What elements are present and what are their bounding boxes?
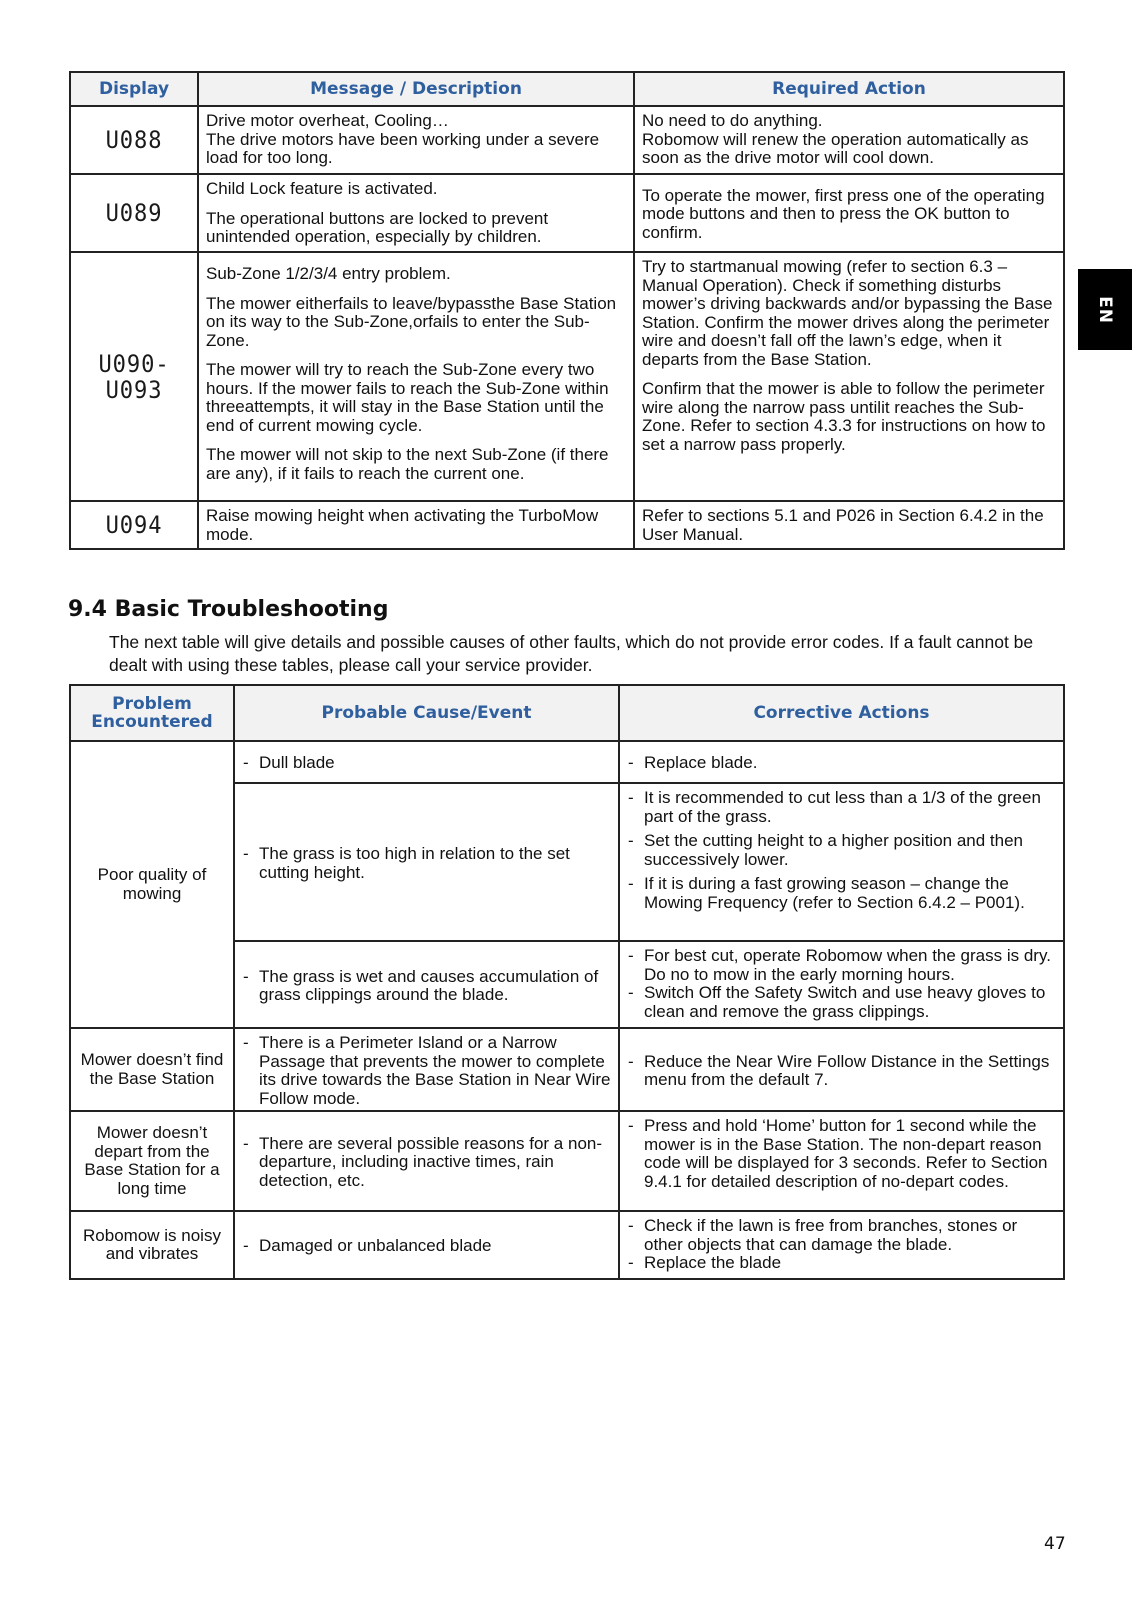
- list-item: - Replace blade.: [626, 754, 1057, 773]
- action-cell: [634, 174, 1064, 252]
- header-required-action: Required Action: [634, 72, 1064, 106]
- message-text: The drive motors have been working under a severe load for too long.: [206, 129, 600, 167]
- error-code-cell: [70, 106, 198, 174]
- message-text: The operational buttons are locked to prevent unintended operation, especially by children.: [206, 208, 549, 246]
- actions-cell: [619, 941, 1064, 1028]
- page-number: 47: [1044, 1534, 1066, 1554]
- action-text: To operate the mower, first press one of the operating mode buttons and then to press the OK button to confirm.: [642, 185, 1045, 242]
- cause-text: The grass is too high in relation to the set cutting height.: [259, 844, 570, 882]
- action-text: Replace the blade: [644, 1253, 782, 1272]
- troubleshooting-table: [69, 684, 1065, 1280]
- actions-cell: [619, 783, 1064, 941]
- action-cell: [634, 106, 1064, 174]
- action-text: Robomow will renew the operation automatically as soon as the drive motor will cool down.: [642, 129, 1029, 167]
- actions-cell: [619, 1111, 1064, 1211]
- list-item: - The grass is wet and causes accumulation of grass clippings around the blade.: [241, 968, 612, 1005]
- message-text: Sub-Zone 1/2/3/4 entry problem.: [206, 264, 451, 283]
- action-text: Reduce the Near Wire Follow Distance in the Settings menu from the default 7.: [644, 1051, 1050, 1089]
- list-item: - There is a Perimeter Island or a Narrow Passage that prevents the mower to complete its drive towards the Base Station in Near Wire Follow mode.: [243, 1033, 611, 1108]
- cause-cell: [234, 1111, 619, 1211]
- list-item: - For best cut, operate Robomow when the grass is dry. Do no to mow in the early morning hours.: [626, 947, 1057, 984]
- table-row: [70, 174, 1064, 252]
- message-text: Child Lock feature is activated.: [206, 179, 438, 198]
- table-row: [70, 501, 1064, 549]
- cause-cell: [234, 741, 619, 783]
- problem-cell: Mower doesn’t depart from the Base Station for a long time: [70, 1111, 234, 1211]
- action-text: Confirm that the mower is able to follow the perimeter wire along the narrow pass untilit reaches the Sub-Zone. Refer to section 4.3.3 for instructions on how to set a narrow pass properly.: [642, 379, 1046, 454]
- language-tab: [1078, 269, 1132, 350]
- list-item: - Check if the lawn is free from branches, stones or other objects that can damage the blade.: [626, 1217, 1057, 1254]
- action-text: Switch Off the Safety Switch and use heavy gloves to clean and remove the grass clippings.: [644, 983, 1046, 1021]
- message-text: The mower will try to reach the Sub-Zone every two hours. If the mower fails to reach the Sub-Zone within threeattempts, it will stay in the Base Station until the end of current mowing cycle.: [206, 360, 609, 435]
- action-text: If it is during a fast growing season – change the Mowing Frequency (refer to Section 6.4.2 – P001).: [644, 874, 1025, 912]
- section-intro: The next table will give details and possible causes of other faults, which do not provide error codes. If a fault cannot be dealt with using these tables, please call your service provider.: [109, 632, 1034, 675]
- message-text: Drive motor overheat, Cooling…: [206, 111, 449, 130]
- problem-cell: Robomow is noisy and vibrates: [70, 1211, 234, 1279]
- cause-cell: [234, 1028, 619, 1111]
- message-cell: [198, 106, 634, 174]
- error-code: U089: [105, 199, 163, 227]
- message-text: The mower eitherfails to leave/bypassthe Base Station on its way to the Sub-Zone,orfails to enter the Sub-Zone.: [206, 293, 617, 350]
- header-problem: Problem Encountered: [70, 685, 234, 741]
- cause-cell: [234, 941, 619, 1028]
- action-cell: [634, 252, 1064, 501]
- table-row: [70, 741, 1064, 783]
- cause-text: Damaged or unbalanced blade: [259, 1236, 492, 1256]
- cause-text: There is a Perimeter Island or a Narrow Passage that prevents the mower to complete its drive towards the Base Station in Near Wire Follow mode.: [259, 1033, 611, 1108]
- list-item: - The grass is too high in relation to the set cutting height.: [241, 845, 612, 882]
- message-text: Raise mowing height when activating the TurboMow mode.: [206, 506, 599, 544]
- language-tab-label: EN: [1095, 295, 1115, 324]
- action-text: Try to startmanual mowing (refer to section 6.3 – Manual Operation). Check if something disturbs mower’s driving backwards and/or bypassing the Base Station. Confirm the mower drives along the perimeter wire and doesn’t fall off the lawn’s edge, when it departs from the Base Station.: [642, 257, 1053, 369]
- header-cause: Probable Cause/Event: [234, 685, 619, 741]
- error-code: U090-: [98, 349, 170, 378]
- list-item: - There are several possible reasons for a non-departure, including inactive times, rain detection, etc.: [241, 1135, 612, 1191]
- table-row: [70, 106, 1064, 174]
- action-text: Press and hold ‘Home’ button for 1 second while the mower is in the Base Station. The non-depart reason code will be displayed for 3 seconds. Refer to Section 9.4.1 for detailed description of no-depart codes.: [644, 1116, 1048, 1191]
- header-corrective-actions: Corrective Actions: [619, 685, 1064, 741]
- actions-cell: [619, 1028, 1064, 1111]
- action-text: Set the cutting height to a higher position and then successively lower.: [644, 831, 1023, 869]
- list-item: - It is recommended to cut less than a 1/3 of the green part of the grass.: [626, 789, 1057, 826]
- list-item: - Damaged or unbalanced blade: [241, 1237, 612, 1256]
- cause-text: The grass is wet and causes accumulation of grass clippings around the blade.: [259, 966, 599, 1004]
- action-text: It is recommended to cut less than a 1/3 of the green part of the grass.: [644, 788, 1041, 826]
- problem-cell: Mower doesn’t find the Base Station: [70, 1028, 234, 1111]
- ts-table-header-row: [70, 685, 1064, 741]
- list-item: - Press and hold ‘Home’ button for 1 second while the mower is in the Base Station. The non-depart reason code will be displayed for 3 seconds. Refer to Section 9.4.1 for detailed description of no-depart codes.: [626, 1117, 1057, 1191]
- error-code-cell: [70, 252, 198, 501]
- header-message: Message / Description: [198, 72, 634, 106]
- header-display: Display: [70, 72, 198, 106]
- list-item: - Set the cutting height to a higher position and then successively lower.: [626, 832, 1057, 869]
- list-item: - Switch Off the Safety Switch and use heavy gloves to clean and remove the grass clippings.: [626, 984, 1057, 1021]
- error-code-table: [69, 71, 1065, 550]
- action-text: Replace blade.: [644, 753, 758, 773]
- table-row: [70, 1111, 1064, 1211]
- cause-text: There are several possible reasons for a non-departure, including inactive times, rain detection, etc.: [259, 1133, 603, 1190]
- list-item: - Replace the blade: [626, 1254, 1057, 1273]
- list-item: - Dull blade: [241, 754, 612, 773]
- action-text: Refer to sections 5.1 and P026 in Section 6.4.2 in the User Manual.: [642, 506, 1044, 544]
- error-code: U088: [105, 126, 163, 154]
- action-cell: [634, 501, 1064, 549]
- cause-cell: [234, 1211, 619, 1279]
- actions-cell: [619, 741, 1064, 783]
- section-title: 9.4 Basic Troubleshooting: [68, 597, 389, 622]
- problem-cell: Poor quality of mowing: [70, 741, 234, 1028]
- error-code: U094: [105, 511, 163, 539]
- table-row: [70, 252, 1064, 501]
- error-table-header-row: [70, 72, 1064, 106]
- message-text: The mower will not skip to the next Sub-Zone (if there are any), if it fails to reach the current one.: [206, 445, 609, 483]
- table-row: [70, 1028, 1064, 1111]
- action-text: Check if the lawn is free from branches, stones or other objects that can damage the blade.: [644, 1216, 1018, 1254]
- actions-cell: [619, 1211, 1064, 1279]
- error-code-cell: [70, 174, 198, 252]
- message-cell: [198, 252, 634, 501]
- message-cell: [198, 501, 634, 549]
- error-code: U093: [105, 375, 163, 404]
- cause-cell: [234, 783, 619, 941]
- list-item: - If it is during a fast growing season – change the Mowing Frequency (refer to Section 6.4.2 – P001).: [626, 875, 1057, 912]
- cause-text: Dull blade: [259, 753, 335, 773]
- list-item: - Reduce the Near Wire Follow Distance in the Settings menu from the default 7.: [626, 1053, 1057, 1090]
- error-code-cell: [70, 501, 198, 549]
- action-text: No need to do anything.: [642, 111, 823, 130]
- action-text: For best cut, operate Robomow when the grass is dry. Do no to mow in the early morning hours.: [644, 946, 1051, 984]
- table-row: [70, 1211, 1064, 1279]
- message-cell: [198, 174, 634, 252]
